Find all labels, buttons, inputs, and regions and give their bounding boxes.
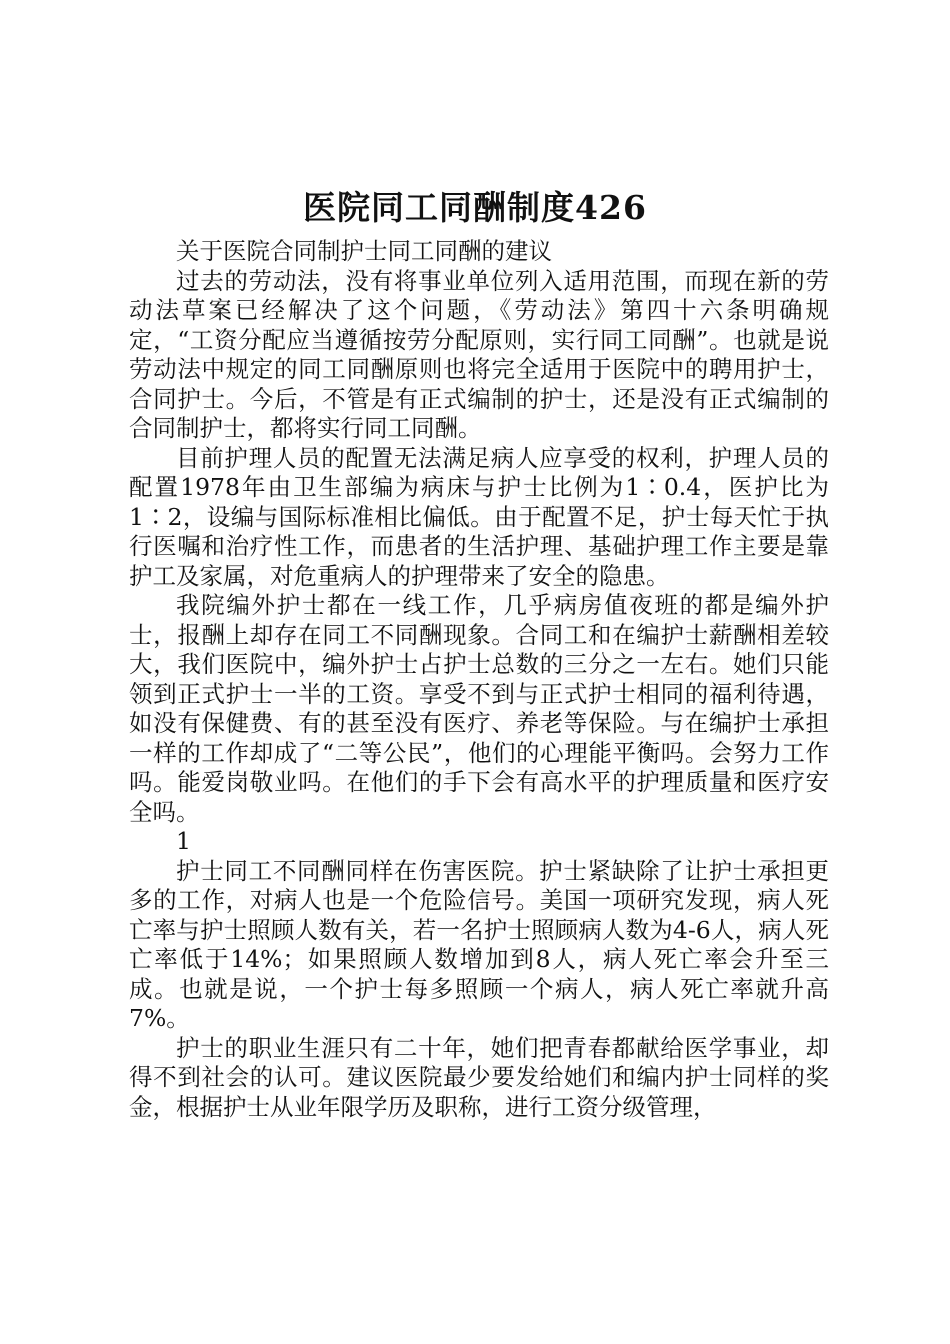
paragraph: 护士的职业生涯只有二十年，她们把青春都献给医学事业，却得不到社会的认可。建议医院最少要发给她们和编内护士同样的奖金，根据护士从业年限学历及职称，进行工资分级管理， — [129, 1033, 829, 1121]
paragraph: 目前护理人员的配置无法满足病人应享受的权利，护理人员的配置1978年由卫生部编为病床与护士比例为1∶0.4，医护比为1∶2，设编与国际标准相比偏低。由于配置不足，护士每天忙于执行医嘱和治疗性工作，而患者的生活护理、基础护理工作主要是靠护工及家属，对危重病人的护理带来了安全的隐患。 — [129, 443, 829, 590]
paragraph: 护士同工不同酬同样在伤害医院。护士紧缺除了让护士承担更多的工作，对病人也是一个危险信号。美国一项研究发现，病人死亡率与护士照顾人数有关，若一名护士照顾病人数为4-6人，病人死亡率低于14%；如果照顾人数增加到8人，病人死亡率会升至三成。也就是说，一个护士每多照顾一个病人，病人死亡率就升高7%。 — [129, 856, 829, 1032]
paragraph: 我院编外护士都在一线工作，几乎病房值夜班的都是编外护士，报酬上却存在同工不同酬现象。合同工和在编护士薪酬相差较大，我们医院中，编外护士占护士总数的三分之一左右。她们只能领到正式护士一半的工资。享受不到与正式护士相同的福利待遇，如没有保健费、有的甚至没有医疗、养老等保险。与在编护士承担一样的工作却成了“二等公民”，他们的心理能平衡吗。会努力工作吗。能爱岗敬业吗。在他们的手下会有高水平的护理质量和医疗安全吗。 — [129, 591, 829, 826]
page-number: 1 — [176, 827, 191, 855]
document-title: 医院同工同酬制度426 — [303, 188, 647, 227]
document-body — [129, 237, 829, 1122]
paragraph: 过去的劳动法，没有将事业单位列入适用范围，而现在新的劳动法草案已经解决了这个问题，《劳动法》第四十六条明确规定，“工资分配应当遵循按劳分配原则，实行同工同酬”。也就是说劳动法中规定的同工同酬原则也将完全适用于医院中的聘用护士，合同护士。今后，不管是有正式编制的护士，还是没有正式编制的合同制护士，都将实行同工同酬。 — [129, 266, 829, 442]
subheading: 关于医院合同制护士同工同酬的建议 — [176, 237, 552, 265]
